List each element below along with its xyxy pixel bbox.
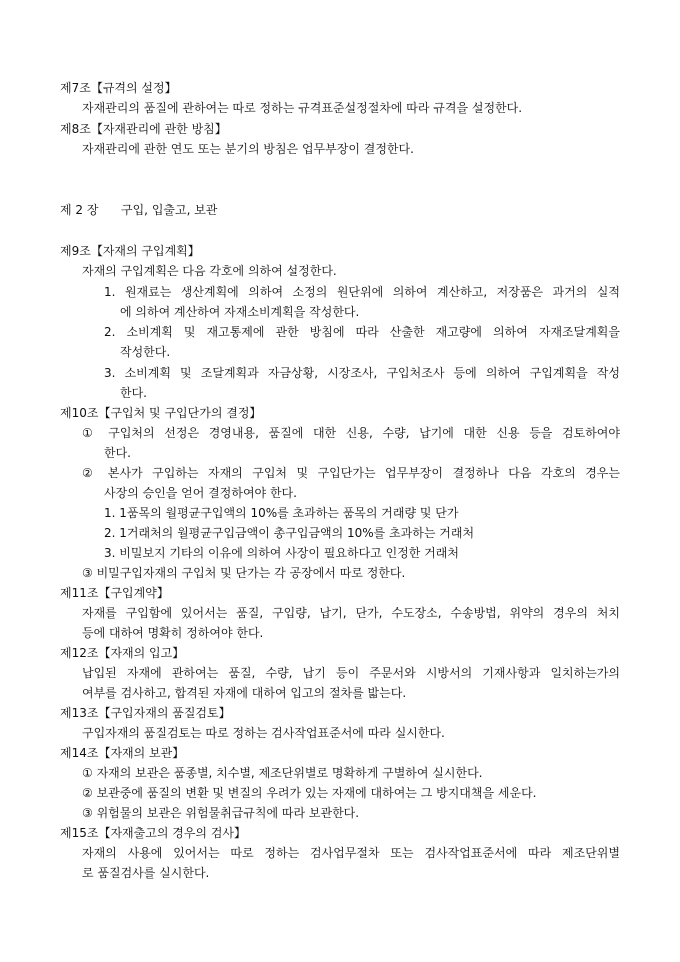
article-9-title: 제9조【자재의 구입계획】 xyxy=(60,244,200,258)
article-13-body: 구입자재의 품질검토는 따로 정하는 검사작업표준서에 따라 실시한다. xyxy=(82,726,445,740)
article-15-body-cont: 로 품질검사를 실시한다. xyxy=(82,866,210,880)
article-10-para-2: ② 본사가 구입하는 자재의 구입처 및 구입단가는 업무부장이 결정하나 다음 각호의 경우는 xyxy=(82,466,620,480)
article-15-body: 자재의 사용에 있어서는 따로 정하는 검사업무절차 또는 검사작업표준서에 따라 제조단위별 xyxy=(82,846,620,860)
article-11-title: 제11조【구입계약】 xyxy=(60,586,169,600)
article-12-body-cont: 여부를 검사하고, 합격된 자재에 대하여 입고의 절차를 밟는다. xyxy=(82,686,407,700)
article-10-para-2-cont: 사장의 승인을 얻어 결정하여야 한다. xyxy=(104,486,297,500)
article-13-title: 제13조【구입자재의 품질검토】 xyxy=(60,706,231,720)
article-7-title: 제7조【규격의 설정】 xyxy=(60,81,177,95)
article-9-item-3: 3. 소비계획 및 조달계획과 자금상황, 시장조사, 구입처조사 등에 의하여 구입계획을 작성 xyxy=(104,366,620,380)
article-8-body: 자재관리에 관한 연도 또는 분기의 방침은 업무부장이 결정한다. xyxy=(82,142,414,156)
article-10-para-1: ① 구입처의 선정은 경영내용, 품질에 대한 신용, 수량, 납기에 대한 신용 등을 검토하여야 xyxy=(82,426,620,440)
article-15-title: 제15조【자재출고의 경우의 검사】 xyxy=(60,826,247,840)
article-9-item-1-cont: 에 의하여 계산하여 자재소비계획을 작성한다. xyxy=(120,305,360,319)
article-14-item-1: ① 자재의 보관은 품종별, 치수별, 제조단위별로 명확하게 구별하여 실시한다. xyxy=(82,766,483,780)
article-14-item-2: ② 보관중에 품질의 변환 및 변질의 우려가 있는 자재에 대하여는 그 방지대책을 세운다. xyxy=(82,786,537,800)
article-11-body: 자재를 구입함에 있어서는 품질, 구입량, 납기, 단가, 수도장소, 수송방법, 위약의 경우의 처치 xyxy=(82,606,620,620)
article-12-body: 납입된 자재에 관하여는 품질, 수량, 납기 등이 주문서와 시방서의 기재사항과 일치하는가의 xyxy=(82,666,620,680)
article-9-intro: 자재의 구입계획은 다음 각호에 의하여 설정한다. xyxy=(82,264,337,278)
article-10-subitem-3: 3. 비밀보지 기타의 이유에 의하여 사장이 필요하다고 인정한 거래처 xyxy=(104,546,459,560)
article-10-para-1-cont: 한다. xyxy=(104,446,131,460)
article-9-item-1: 1. 원재료는 생산계획에 의하여 소정의 원단위에 의하여 계산하고, 저장품은 과거의 실적 xyxy=(104,285,620,299)
article-10-subitem-1: 1. 1품목의 월평균구입액의 10%를 초과하는 품목의 거래량 및 단가 xyxy=(104,506,459,520)
article-14-item-3: ③ 위험물의 보관은 위험물취급규칙에 따라 보관한다. xyxy=(82,806,360,820)
chapter-2-title: 구입, 입출고, 보관 xyxy=(121,203,218,217)
article-10-title: 제10조【구입처 및 구입단가의 결정】 xyxy=(60,406,262,420)
article-9-item-3-cont: 한다. xyxy=(120,386,147,400)
article-9-item-2-cont: 작성한다. xyxy=(120,345,171,359)
article-14-title: 제14조【자재의 보관】 xyxy=(60,746,185,760)
article-9-item-2: 2. 소비계획 및 재고통제에 관한 방침에 따라 산출한 재고량에 의하여 자재조달계획을 xyxy=(104,325,620,339)
article-8-title: 제8조【자재관리에 관한 방침】 xyxy=(60,122,227,136)
article-11-body-cont: 등에 대하여 명확히 정하여야 한다. xyxy=(82,626,264,640)
chapter-2-label: 제 2 장 xyxy=(60,203,99,217)
article-10-para-3: ③ 비밀구입자재의 구입처 및 단가는 각 공장에서 따로 정한다. xyxy=(82,566,406,580)
article-10-subitem-2: 2. 1거래처의 월평균구입금액이 총구입금액의 10%를 초과하는 거래처 xyxy=(104,526,475,540)
article-12-title: 제12조【자재의 입고】 xyxy=(60,646,185,660)
article-7-body: 자재관리의 품질에 관하여는 따로 정하는 규격표준설정절차에 따라 규격을 설정한다. xyxy=(82,101,523,115)
